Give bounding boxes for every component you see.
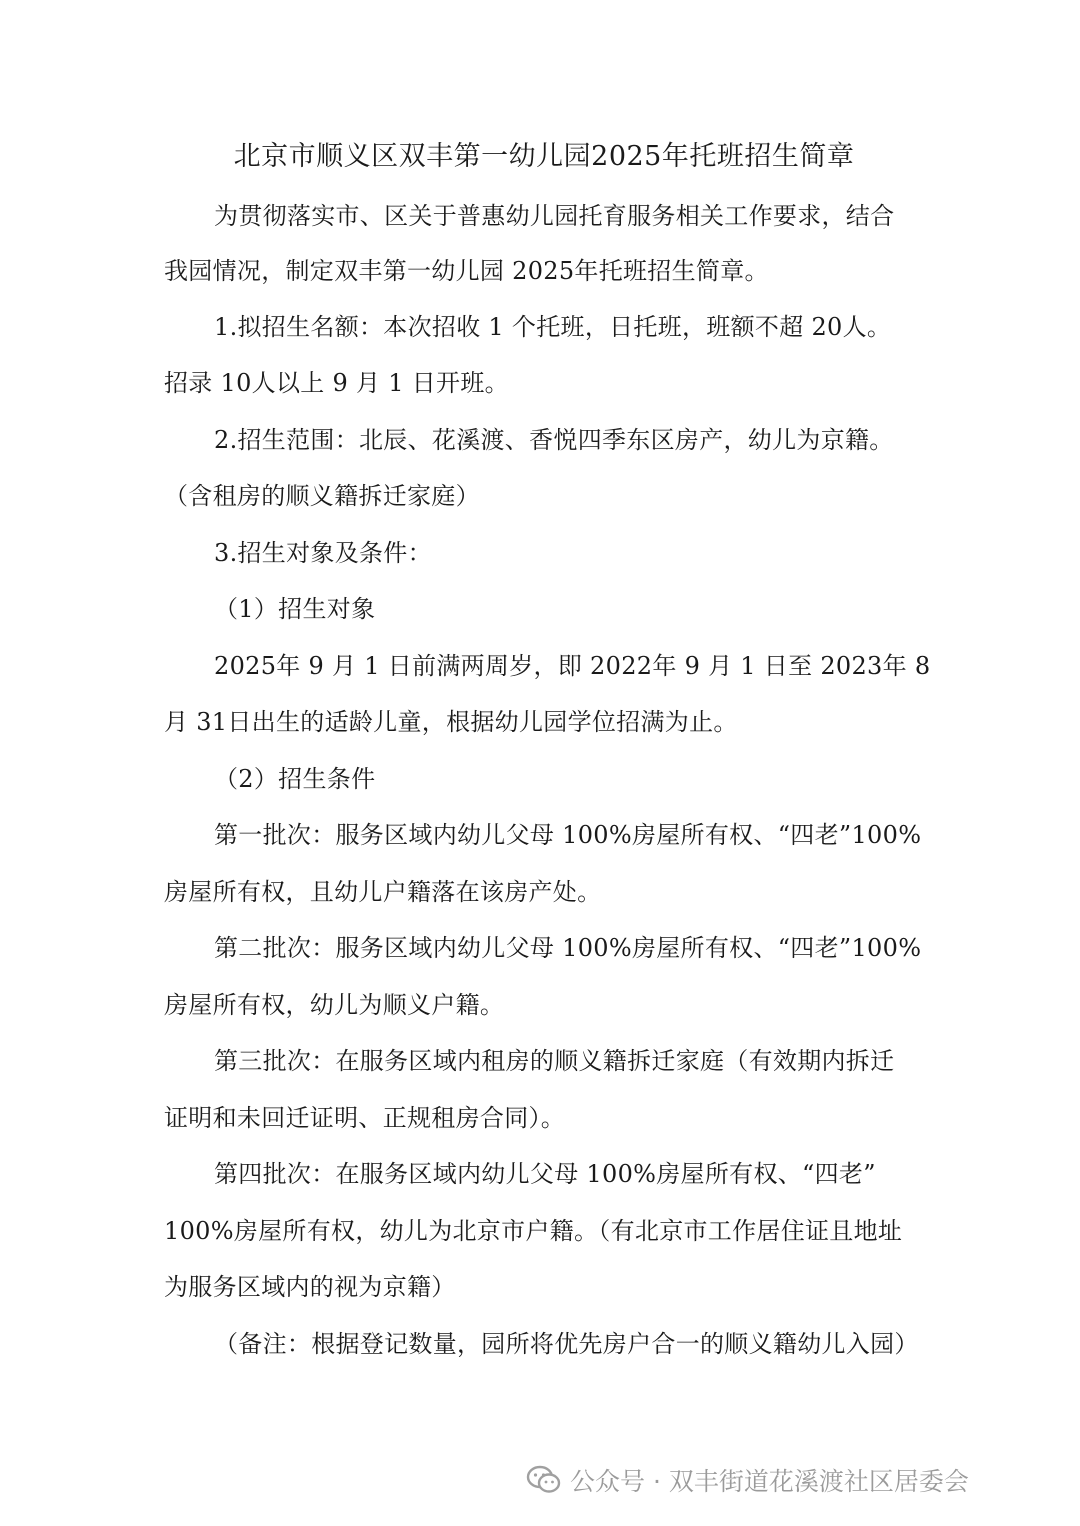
paragraph-line: 房屋所有权，且幼儿户籍落在该房产处。 (164, 878, 602, 906)
subsection-heading: （2）招生条件 (214, 765, 376, 793)
note-line: （备注：根据登记数量，园所将优先房户合一的顺义籍幼儿入园） (214, 1330, 919, 1358)
paragraph-line: 第四批次：在服务区域内幼儿父母 100%房屋所有权、“四老” (214, 1160, 876, 1188)
paragraph-line: 第一批次：服务区域内幼儿父母 100%房屋所有权、“四老”100% (214, 821, 922, 849)
paragraph-line: 为贯彻落实市、区关于普惠幼儿园托育服务相关工作要求，结合 (214, 202, 895, 230)
paragraph-line: 我园情况，制定双丰第一幼儿园 2025年托班招生简章。 (164, 257, 769, 285)
section-heading: 3.招生对象及条件： (214, 539, 432, 567)
paragraph-line: 第二批次：服务区域内幼儿父母 100%房屋所有权、“四老”100% (214, 934, 922, 962)
watermark (526, 1460, 969, 1500)
paragraph-line: 为服务区域内的视为京籍） (164, 1273, 456, 1301)
document-title: 北京市顺义区双丰第一幼儿园2025年托班招生简章 (233, 141, 855, 172)
paragraph-line: 月 31日出生的适龄儿童，根据幼儿园学位招满为止。 (164, 708, 738, 736)
paragraph-line: 房屋所有权，幼儿为顺义户籍。 (164, 991, 505, 1019)
paragraph-line: 第三批次：在服务区域内租房的顺义籍拆迁家庭（有效期内拆迁 (214, 1047, 895, 1075)
paragraph-line: 证明和未回迁证明、正规租房合同）。 (164, 1104, 566, 1132)
paragraph-line: 招录 10人以上 9 月 1 日开班。 (164, 369, 509, 397)
paragraph-line: 100%房屋所有权，幼儿为北京市户籍。（有北京市工作居住证且地址 (164, 1217, 903, 1245)
wechat-search-icon (526, 1464, 562, 1496)
subsection-heading: （1）招生对象 (214, 595, 376, 623)
paragraph-line: 2.招生范围：北辰、花溪渡、香悦四季东区房产，幼儿为京籍。 (214, 426, 894, 454)
paragraph-line: （含租房的顺义籍拆迁家庭） (164, 482, 480, 510)
paragraph-line: 2025年 9 月 1 日前满两周岁，即 2022年 9 月 1 日至 2023年 8 (214, 652, 931, 680)
paragraph-line: 1.拟招生名额：本次招收 1 个托班，日托班，班额不超 20人。 (214, 313, 892, 341)
watermark-text: 公众号 · 双丰街道花溪渡社区居委会 (570, 1467, 969, 1496)
